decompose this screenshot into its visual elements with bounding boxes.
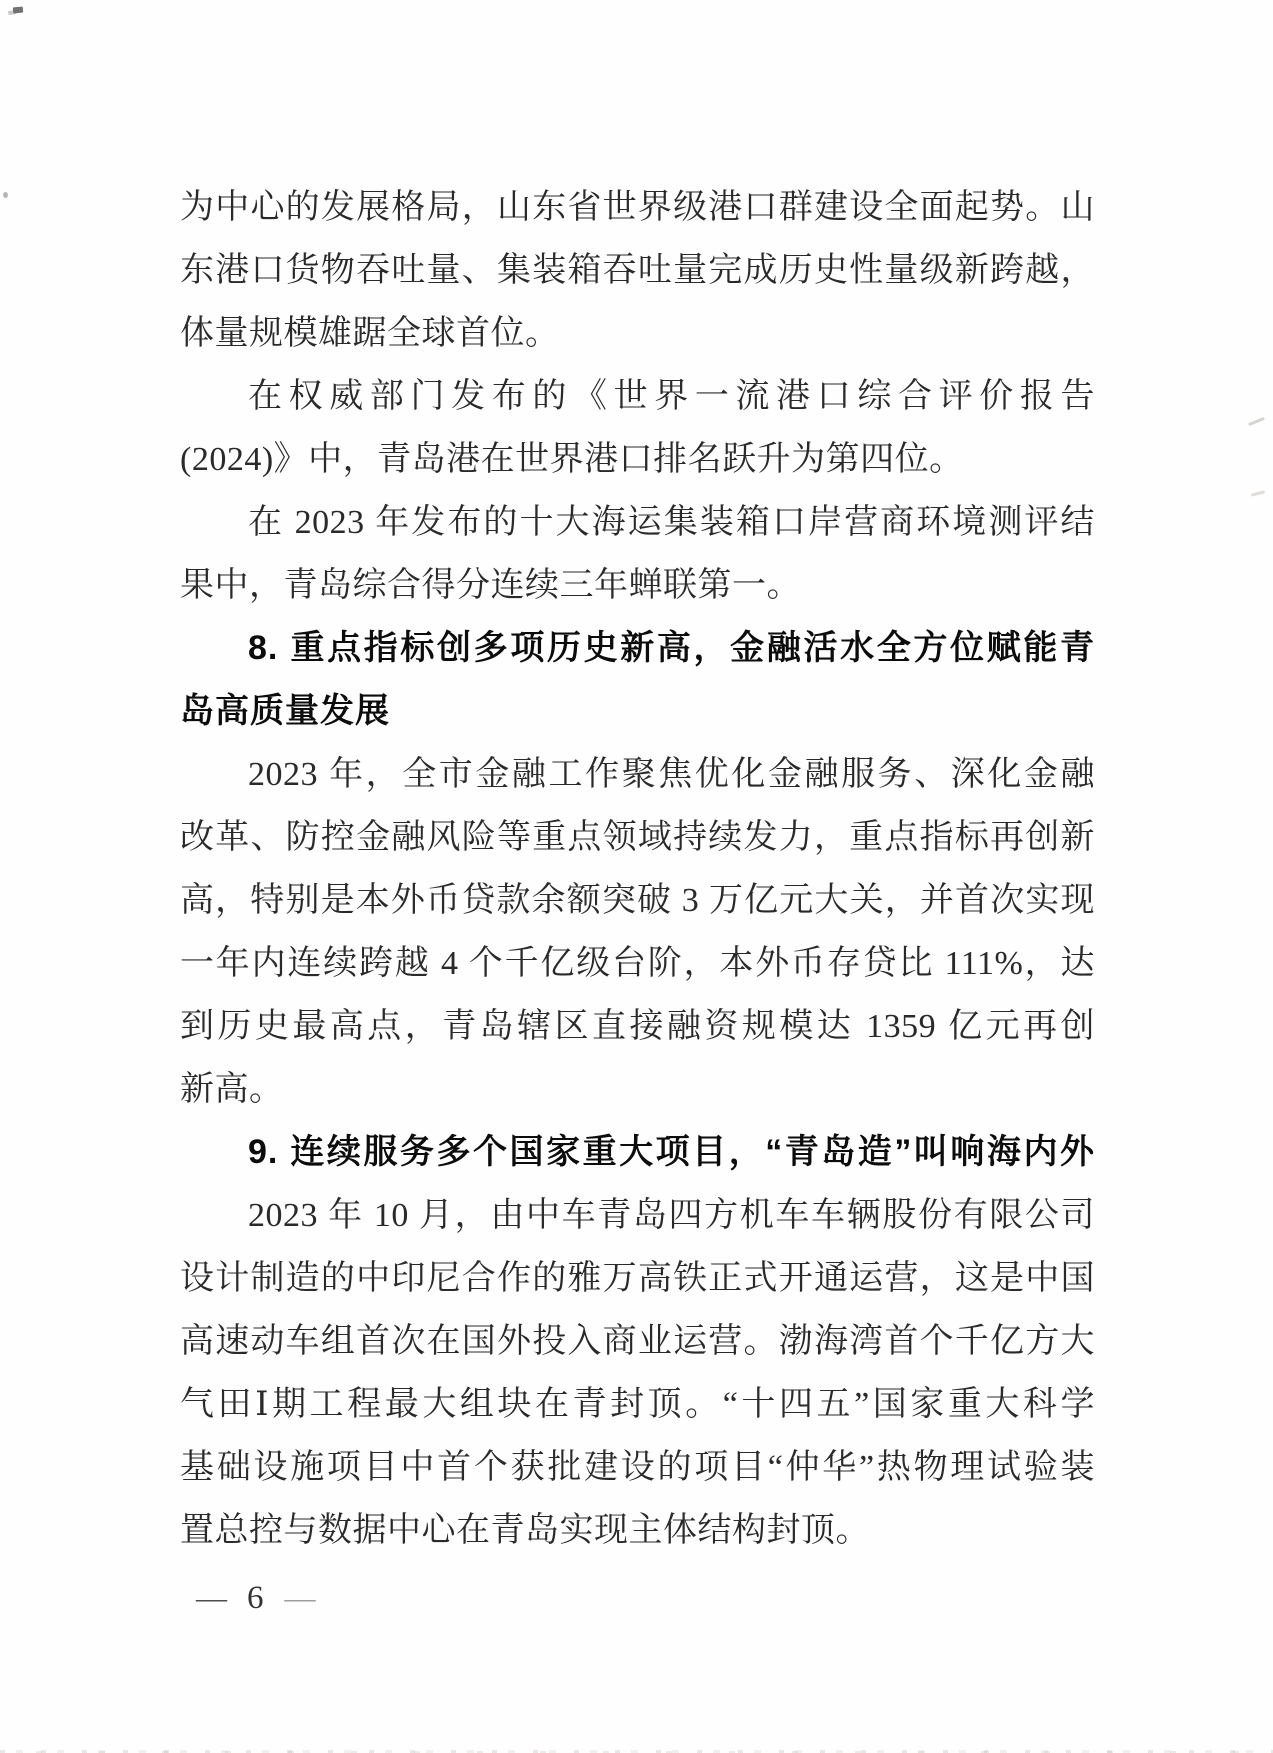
scan-speck bbox=[13, 6, 24, 13]
text-line: 气田Ⅰ期工程最大组块在青封顶。“十四五”国家重大科学 bbox=[180, 1386, 1095, 1423]
text-line: 设计制造的中印尼合作的雅万高铁正式开通运营，这是中国 bbox=[180, 1260, 1095, 1297]
page-number: 6 bbox=[247, 1580, 264, 1616]
section-heading-line: 8. 重点指标创多项历史新高，金融活水全方位赋能青 bbox=[248, 629, 1095, 667]
text-line: (2024)》中，青岛港在世界港口排名跃升为第四位。 bbox=[180, 441, 964, 478]
text-line: 在 2023 年发布的十大海运集装箱口岸营商环境测评结 bbox=[248, 504, 1095, 541]
text-line: 新高。 bbox=[180, 1071, 284, 1108]
section-heading-line: 9. 连续服务多个国家重大项目，“青岛造”叫响海内外 bbox=[248, 1133, 1095, 1171]
document-text-block bbox=[180, 176, 1095, 1562]
scan-edge-noise bbox=[0, 1746, 1273, 1753]
text-line: 体量规模雄踞全球首位。 bbox=[180, 315, 560, 352]
footer-dash-right: — bbox=[284, 1580, 315, 1615]
text-line: 高，特别是本外币贷款余额突破 3 万亿元大关，并首次实现 bbox=[180, 882, 1095, 919]
text-line: 到历史最高点，青岛辖区直接融资规模达 1359 亿元再创 bbox=[180, 1008, 1095, 1045]
scan-speck bbox=[3, 192, 8, 198]
text-line: 在权威部门发布的《世界一流港口综合评价报告 bbox=[248, 378, 1095, 415]
text-line: 一年内连续跨越 4 个千亿级台阶，本外币存贷比 111%，达 bbox=[180, 945, 1095, 982]
text-line: 为中心的发展格局，山东省世界级港口群建设全面起势。山 bbox=[180, 189, 1095, 226]
text-line: 2023 年，全市金融工作聚焦优化金融服务、深化金融 bbox=[248, 756, 1095, 793]
text-line: 东港口货物吞吐量、集装箱吞吐量完成历史性量级新跨越， bbox=[180, 252, 1095, 289]
footer-dash-left: — bbox=[196, 1580, 226, 1615]
text-line: 置总控与数据中心在青岛实现主体结构封顶。 bbox=[180, 1512, 870, 1549]
page-footer bbox=[196, 1578, 315, 1618]
text-line: 果中，青岛综合得分连续三年蝉联第一。 bbox=[180, 567, 801, 604]
text-line: 2023 年 10 月，由中车青岛四方机车车辆股份有限公司 bbox=[248, 1197, 1095, 1234]
scan-smudge bbox=[1248, 417, 1265, 426]
text-line: 高速动车组首次在国外投入商业运营。渤海湾首个千亿方大 bbox=[180, 1323, 1095, 1360]
scan-smudge bbox=[1251, 490, 1265, 496]
section-heading-line: 岛高质量发展 bbox=[180, 692, 390, 730]
text-line: 基础设施项目中首个获批建设的项目“仲华”热物理试验装 bbox=[180, 1449, 1095, 1486]
text-line: 改革、防控金融风险等重点领域持续发力，重点指标再创新 bbox=[180, 819, 1095, 856]
